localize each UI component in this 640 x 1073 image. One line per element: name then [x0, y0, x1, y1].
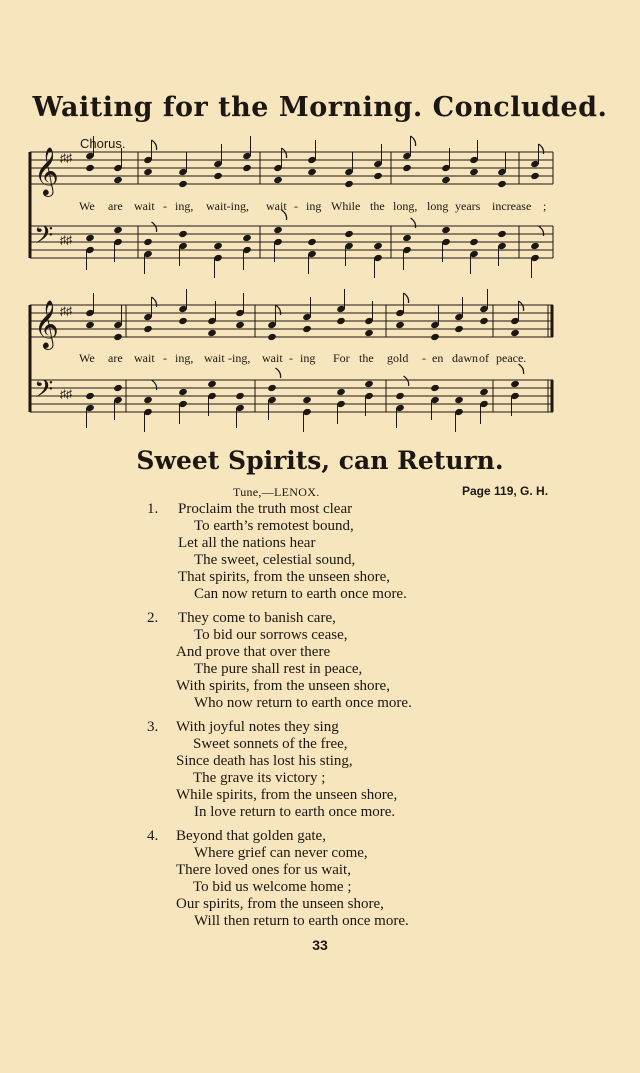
lyric-syllable: years: [455, 199, 481, 213]
lyric-syllable: ing: [300, 351, 316, 365]
key-signature: ♯♯: [60, 387, 72, 401]
verse-line: That spirits, from the unseen shore,: [178, 569, 391, 585]
lyric-syllable: -: [163, 351, 167, 365]
note-head: [395, 321, 405, 329]
lyric-syllable: We: [79, 351, 95, 365]
note-head: [85, 321, 95, 329]
verse-number: 1.: [147, 501, 159, 517]
verse-line: They come to banish care,: [178, 610, 336, 626]
note-head: [402, 164, 412, 172]
verse-number: 4.: [147, 828, 159, 844]
note-head: [344, 230, 354, 238]
lyric-syllable: en: [432, 351, 444, 365]
verse-line: Our spirits, from the unseen shore,: [176, 896, 384, 912]
hymn-title-sweet-spirits: Sweet Spirits, can Return.: [136, 446, 504, 475]
note-head: [302, 396, 312, 404]
lyric-syllable: -ing,: [228, 351, 251, 365]
page-reference: Page 119, G. H.: [462, 484, 549, 498]
verse-line: Can now return to earth once more.: [194, 586, 407, 602]
note-flag: [519, 301, 524, 311]
lyric-syllable: increase: [492, 199, 532, 213]
lyric-syllable: the: [359, 351, 374, 365]
note-head: [395, 392, 405, 400]
note-head: [143, 396, 153, 404]
verse-line: In love return to earth once more.: [194, 804, 396, 820]
note-head: [430, 384, 440, 392]
lyric-syllable: ing,: [175, 199, 194, 213]
lyric-syllable: wait-ing,: [206, 199, 249, 213]
note-head: [469, 168, 479, 176]
note-head: [307, 238, 317, 246]
lyric-syllable: are: [108, 199, 123, 213]
lyric-syllable: peace.: [496, 351, 527, 365]
key-signature: ♯♯: [60, 151, 72, 165]
lyric-syllable: the: [370, 199, 385, 213]
note-head: [373, 172, 383, 180]
treble-clef: 𝄞: [34, 299, 59, 348]
verse-line: Proclaim the truth most clear: [178, 501, 353, 517]
lyric-syllable: wait: [134, 351, 155, 365]
note-head: [242, 164, 252, 172]
verse-line: Since death has lost his sting,: [176, 753, 353, 769]
lyric-syllable: dawn: [452, 351, 478, 365]
tune-name: Tune,—LENOX.: [233, 485, 320, 499]
note-flag: [411, 136, 416, 146]
note-head: [454, 396, 464, 404]
verse-line: Let all the nations hear: [178, 535, 316, 551]
verse-line: And prove that over there: [176, 644, 331, 660]
note-head: [441, 226, 451, 234]
note-flag: [152, 140, 157, 150]
note-head: [441, 176, 451, 184]
page-number: 33: [312, 937, 328, 953]
lyric-syllable: gold: [387, 351, 409, 365]
verse-line: To bid us welcome home ;: [193, 879, 352, 895]
lyric-syllable: -: [289, 351, 293, 365]
note-head: [479, 388, 489, 396]
note-head: [242, 234, 252, 242]
lyric-syllable: ing,: [175, 351, 194, 365]
lyric-syllable: long: [427, 199, 449, 213]
note-head: [510, 380, 520, 388]
note-head: [302, 325, 312, 333]
note-flag: [404, 376, 409, 386]
hymn-title-waiting: Waiting for the Morning. Concluded.: [32, 92, 608, 123]
note-head: [454, 325, 464, 333]
note-head: [178, 180, 188, 188]
note-head: [530, 242, 540, 250]
lyric-syllable: wait: [262, 351, 283, 365]
note-head: [267, 333, 277, 341]
lyric-syllable: ing: [306, 199, 322, 213]
note-head: [213, 242, 223, 250]
lyric-syllable: -: [163, 199, 167, 213]
lyric-syllable: wait: [134, 199, 155, 213]
verse-line: The grave its victory ;: [193, 770, 326, 786]
note-flag: [276, 368, 281, 378]
lyric-syllable: -: [294, 199, 298, 213]
note-head: [364, 329, 374, 337]
note-head: [273, 176, 283, 184]
note-head: [113, 384, 123, 392]
note-head: [113, 176, 123, 184]
sheet-music: [0, 0, 640, 460]
note-head: [207, 329, 217, 337]
verse-line: While spirits, from the unseen shore,: [176, 787, 398, 803]
note-head: [85, 234, 95, 242]
chorus-label: Chorus.: [80, 136, 126, 151]
lyric-syllable: of: [479, 351, 489, 365]
treble-clef: 𝄞: [34, 146, 59, 195]
verse-line: The pure shall rest in peace,: [194, 661, 363, 677]
note-head: [178, 317, 188, 325]
lyric-syllable: -: [422, 351, 426, 365]
verse-number: 3.: [147, 719, 159, 735]
note-head: [273, 226, 283, 234]
note-head: [207, 380, 217, 388]
note-head: [497, 230, 507, 238]
note-head: [143, 325, 153, 333]
note-head: [178, 388, 188, 396]
verse-line: To bid our sorrows cease,: [194, 627, 348, 643]
verse-line: With spirits, from the unseen shore,: [176, 678, 390, 694]
note-head: [497, 180, 507, 188]
note-head: [510, 329, 520, 337]
note-head: [402, 234, 412, 242]
key-signature: ♯♯: [60, 304, 72, 318]
note-head: [430, 333, 440, 341]
note-flag: [404, 293, 409, 303]
lyric-syllable: ;: [543, 199, 547, 213]
note-head: [85, 164, 95, 172]
note-head: [213, 172, 223, 180]
bass-clef: 𝄢: [34, 375, 54, 410]
verse-number: 2.: [147, 610, 159, 626]
verse-line: The sweet, celestial sound,: [194, 552, 356, 568]
note-head: [178, 230, 188, 238]
lyric-syllable: wait: [266, 199, 287, 213]
lyric-syllable: are: [108, 351, 123, 365]
note-head: [307, 168, 317, 176]
note-head: [344, 180, 354, 188]
note-flag: [152, 222, 157, 232]
note-head: [235, 321, 245, 329]
lyric-syllable: wait: [204, 351, 225, 365]
verse-line: Beyond that golden gate,: [176, 828, 326, 844]
verse-line: Who now return to earth once more.: [194, 695, 412, 711]
verse-line: Sweet sonnets of the free,: [193, 736, 348, 752]
verse-line: Where grief can never come,: [194, 845, 368, 861]
lyric-syllable: We: [79, 199, 95, 213]
lyric-syllable: For: [333, 351, 350, 365]
note-flag: [282, 148, 287, 158]
note-head: [267, 384, 277, 392]
note-head: [85, 392, 95, 400]
verse-line: There loved ones for us wait,: [176, 862, 351, 878]
note-head: [113, 226, 123, 234]
lyrics-system-2: [0, 351, 640, 369]
lyrics-system-1: [0, 199, 640, 217]
lyric-syllable: long,: [393, 199, 418, 213]
note-head: [364, 380, 374, 388]
note-head: [143, 168, 153, 176]
note-head: [479, 317, 489, 325]
verse-line: Will then return to earth once more.: [194, 913, 409, 929]
bass-clef: 𝄢: [34, 221, 54, 256]
note-head: [235, 392, 245, 400]
key-signature: ♯♯: [60, 233, 72, 247]
note-head: [336, 317, 346, 325]
note-head: [113, 333, 123, 341]
verse-line: With joyful notes they sing: [176, 719, 339, 735]
note-head: [143, 238, 153, 246]
verse-line: To earth’s remotest bound,: [194, 518, 354, 534]
note-head: [373, 242, 383, 250]
note-head: [530, 172, 540, 180]
note-head: [469, 238, 479, 246]
lyric-syllable: While: [331, 199, 361, 213]
note-head: [336, 388, 346, 396]
